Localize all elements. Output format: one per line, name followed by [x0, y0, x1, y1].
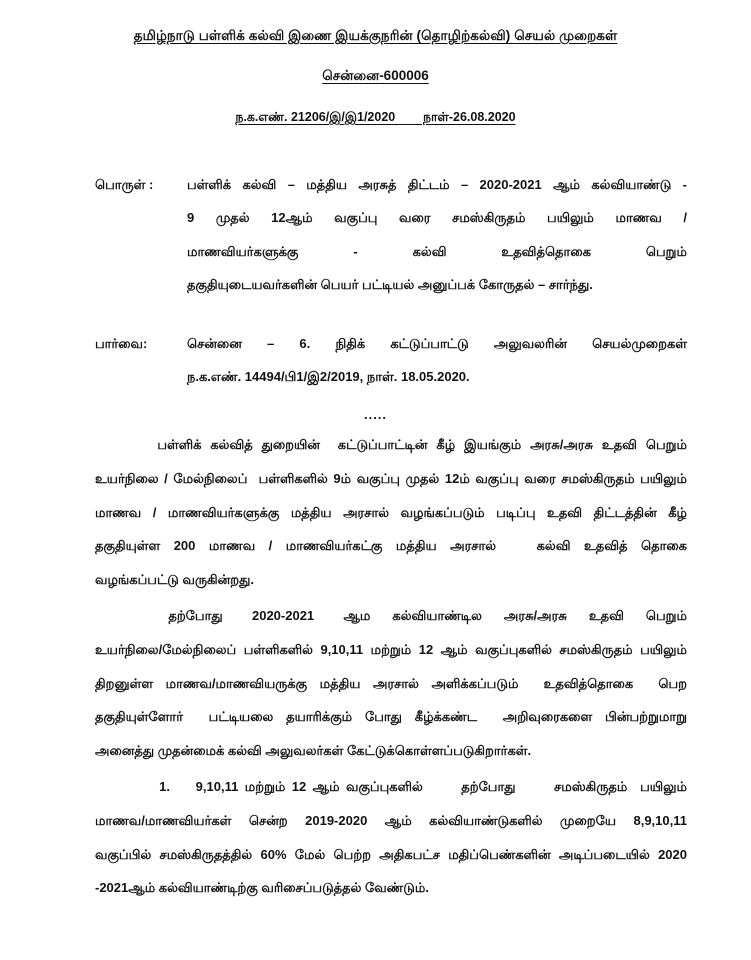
section-separator: .....: [363, 407, 388, 423]
paragraph-line: மாணவ / மாணவியர்களுக்கு மத்திய அரசால் வழங்கப்படும் படிப்பு உதவி திட்டத்தின் கீழ்: [95, 504, 687, 520]
paragraph-line: உயர்நிலை / மேல்நிலைப் பள்ளிகளில் 9ம் வகுப்பு முதல் 12ம் வகுப்பு வரை சமஸ்கிருதம் பயிலும்: [95, 470, 687, 486]
subject-block: [95, 168, 687, 301]
reference-label: பார்வை:: [95, 335, 148, 351]
reference-line: சென்னை – 6. நிதிக் கட்டுப்பாட்டு அலுவலரின் செயல்முறைகள்: [187, 335, 687, 351]
file-number-and-date: ந.க.எண். 21206/இ/இ1/2020 நாள்-26.08.2020: [235, 110, 516, 125]
subject-line: 9 முதல் 12ஆம் வகுப்பு வரை சமஸ்கிருதம் பயிலும் மாணவ /: [187, 210, 687, 226]
subject-line: தகுதியுடையவர்களின் பெயர் பட்டியல் அனுப்பக் கோருதல் – சார்ந்து.: [187, 276, 593, 292]
paragraph-line: உயர்நிலை/மேல்நிலைப் பள்ளிகளில் 9,10,11 மற்றும் 12 ஆம் வகுப்புகளில் சமஸ்கிருதம் பயிலும்: [95, 641, 687, 657]
paragraph-line: வழங்கப்பட்டு வருகின்றது.: [95, 572, 254, 588]
reference-line: ந.க.எண். 14494/பி1/இ2/2019, நாள். 18.05.2020.: [187, 368, 470, 384]
paragraph-line: தற்போது 2020-2021 ஆம கல்வியாண்டில அரசு/அரசு உதவி பெறும்: [95, 608, 687, 624]
reference-body: [187, 327, 687, 393]
paragraph-line: 1. 9,10,11 மற்றும் 12 ஆம் வகுப்புகளில் தற்போது சமஸ்கிருதம் பயிலும்: [95, 779, 687, 795]
subject-body: [187, 168, 687, 301]
paragraph-line: பள்ளிக் கல்வித் துறையின் கட்டுப்பாட்டின் கீழ் இயங்கும் அரசு/அரசு உதவி பெறும்: [95, 437, 687, 453]
paragraph-line: தகுதியுள்ளோர் பட்டியலை தயாரிக்கும் போது கீழ்க்கண்ட அறிவுரைகளை பின்பற்றுமாறு: [95, 709, 687, 725]
body-paragraph: [95, 599, 687, 768]
issuing-office-location: சென்னை-600006: [322, 68, 429, 84]
paragraph-line: மாணவ/மாணவியர்கள் சென்ற 2019-2020 ஆம் கல்வியாண்டுகளில் முறையே 8,9,10,11: [95, 812, 687, 828]
paragraph-line: தகுதியுள்ள 200 மாணவ / மாணவியர்கட்கு மத்திய அரசால் கல்வி உதவித் தொகை: [95, 538, 687, 554]
numbered-list-item: [95, 770, 687, 905]
reference-block: [95, 327, 687, 393]
document-header: [0, 0, 751, 126]
paragraph-line: -2021ஆம் கல்வியாண்டிற்கு வரிசைப்படுத்தல் வேண்டும்.: [95, 880, 429, 896]
subject-label: பொருள் :: [95, 177, 154, 193]
paragraph-line: வகுப்பில் சமஸ்கிருதத்தில் 60% மேல் பெற்ற அதிகபட்ச மதிப்பெண்களின் அடிப்படையில் 2020: [95, 846, 687, 862]
subject-line: பள்ளிக் கல்வி – மத்திய அரசுத் திட்டம் – 2020-2021 ஆம் கல்வியாண்டு -: [187, 177, 687, 193]
subject-line: மாணவியர்களுக்கு - கல்வி உதவித்தொகை பெறும்: [187, 243, 687, 259]
body-paragraph: [95, 428, 687, 597]
paragraph-line: திறனுள்ள மாணவ/மாணவியருக்கு மத்திய அரசால் அளிக்கப்படும் உதவித்தொகை பெற: [95, 675, 687, 691]
paragraph-line: அனைத்து முதன்மைக் கல்வி அலுவலர்கள் கேட்டுக்கொள்ளப்படுகிறார்கள்.: [95, 743, 532, 759]
page-title: தமிழ்நாடு பள்ளிக் கல்வி இணை இயக்குநரின் (தொழிற்கல்வி) செயல் முறைகள்: [133, 28, 618, 43]
